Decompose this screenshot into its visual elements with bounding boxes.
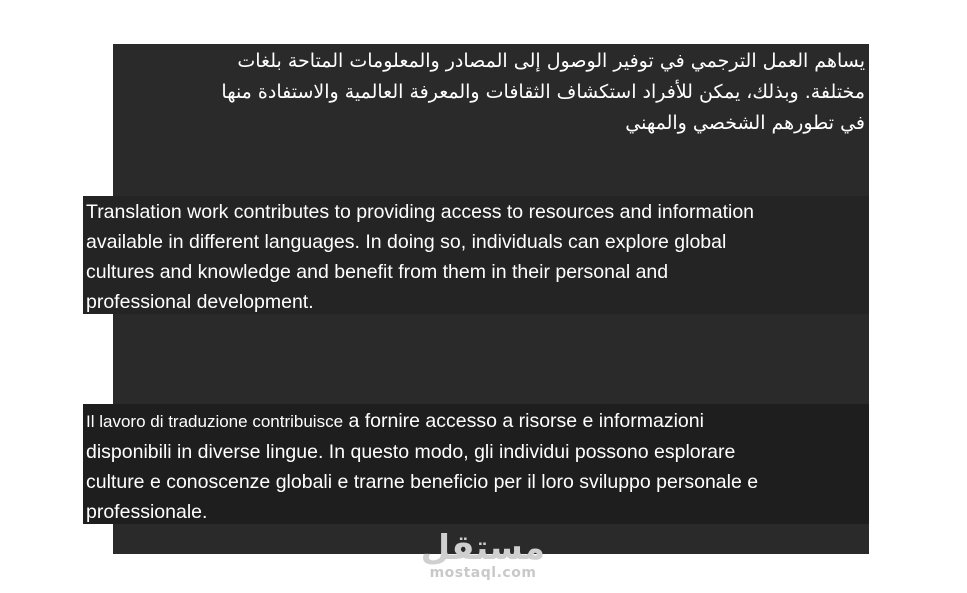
italian-paragraph-lead: Il lavoro di traduzione contribuisce	[86, 412, 344, 431]
mostaql-watermark	[421, 528, 545, 580]
italian-paragraph-rest: a fornire accesso a risorse e informazioni disponibili in diverse lingue. In questo modo, gli individui possono esplorare culture e conoscenze globali e trarne beneficio per il loro sviluppo personale e professionale.	[86, 410, 759, 523]
watermark-site: mostaql.com	[429, 565, 537, 581]
arabic-paragraph: يساهم العمل الترجمي في توفير الوصول إلى المصادر والمعلومات المتاحة بلغات مختلفة. وبذلك، يمكن للأفراد استكشاف الثقافات والمعرفة العالمية والاستفادة منها في تطورهم الشخصي والمهني	[221, 50, 865, 134]
italian-paragraph	[83, 404, 869, 524]
watermark-logo: مستقل	[420, 528, 545, 568]
english-paragraph: Translation work contributes to providing access to resources and information available in different languages. In doing so, individuals can explore global cultures and knowledge and benefit from them in their personal and professional development.	[83, 196, 869, 314]
